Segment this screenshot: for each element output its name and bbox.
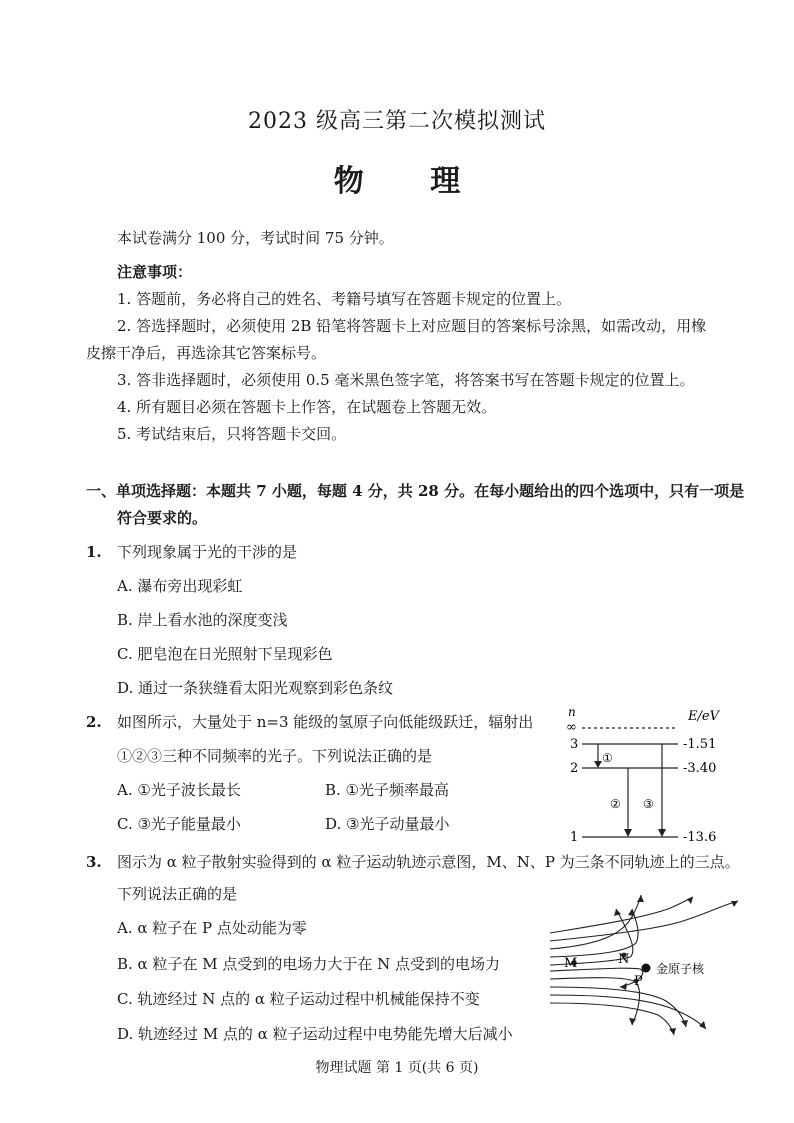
transition-arrowhead-3 xyxy=(658,829,666,837)
arrowhead xyxy=(637,895,644,902)
level-energy-label: -1.51 xyxy=(683,737,717,752)
note-item: 5. 考试结束后，只将答题卡交回。 xyxy=(117,425,347,443)
level-energy-label: -13.6 xyxy=(683,830,717,845)
question-stem-continuation: 下列说法正确的是 xyxy=(117,885,238,903)
option-a: A. 瀑布旁出现彩虹 xyxy=(117,577,243,595)
question-stem: 如图所示，大量处于 n=3 能级的氢原子向低能级跃迁，辐射出 xyxy=(117,713,534,731)
trajectory-upper-1 xyxy=(550,897,693,933)
trajectory-n xyxy=(550,909,638,957)
trajectory-upper-3 xyxy=(550,895,641,949)
energy-level-diagram xyxy=(560,700,740,850)
transition-label: ① xyxy=(602,751,613,765)
level-n-label: 2 xyxy=(570,761,579,776)
note-item: 1. 答题前，务必将自己的姓名、考籍号填写在答题卡规定的位置上。 xyxy=(117,290,572,308)
option-c: C. ③光子能量最小 xyxy=(117,815,241,833)
arrowhead xyxy=(687,897,693,904)
gold-nucleus xyxy=(642,964,651,973)
transition-label: ③ xyxy=(643,797,654,811)
point-m-label: M xyxy=(564,956,578,971)
point-p-label: P xyxy=(634,974,643,989)
subject-title: 物 理 xyxy=(333,164,489,199)
question-number: 2. xyxy=(86,713,102,731)
arrowhead xyxy=(629,1018,636,1025)
section-heading: 一、单项选择题：本题共 7 小题，每题 4 分，共 28 分。在每小题给出的四个选项中，只有一项是 xyxy=(86,482,745,500)
note-item-continuation: 皮擦干净后，再选涂其它答案标号。 xyxy=(86,344,327,362)
option-c: C. 肥皂泡在日光照射下呈现彩色 xyxy=(117,645,333,663)
option-d: D. ③光子动量最小 xyxy=(325,815,450,833)
transition-label: ② xyxy=(610,797,621,811)
option-b: B. ①光子频率最高 xyxy=(325,781,450,799)
option-b: B. α 粒子在 M 点受到的电场力大于在 N 点受到的电场力 xyxy=(117,955,501,973)
note-item: 2. 答选择题时，必须使用 2B 铅笔将答题卡上对应题目的答案标号涂黑，如需改动，用橡 xyxy=(117,317,707,335)
question-stem: 下列现象属于光的干涉的是 xyxy=(117,543,298,561)
note-item: 4. 所有题目必须在答题卡上作答，在试题卷上答题无效。 xyxy=(117,398,497,416)
trajectory-lower-3 xyxy=(550,1003,674,1035)
question-number: 1. xyxy=(86,543,102,561)
arrowhead xyxy=(731,901,738,907)
arrowhead xyxy=(699,1021,706,1029)
arrowhead xyxy=(620,983,627,990)
exam-intro: 本试卷满分 100 分，考试时间 75 分钟。 xyxy=(117,229,394,247)
level-n-label: 3 xyxy=(570,737,579,752)
question-stem-continuation: ①②③三种不同频率的光子。下列说法正确的是 xyxy=(117,747,433,765)
arrowhead xyxy=(669,1028,676,1035)
level-energy-label: -3.40 xyxy=(683,761,717,776)
infinity-label: ∞ xyxy=(566,720,577,735)
level-n-label: 1 xyxy=(570,830,579,845)
note-item: 3. 答非选择题时，必须使用 0.5 毫米黑色签字笔，将答案书写在答题卡规定的位置上。 xyxy=(117,371,695,389)
n-axis-label: n xyxy=(568,705,576,719)
alpha-scattering-diagram xyxy=(548,895,748,1045)
option-d: D. 轨迹经过 M 点的 α 粒子运动过程中电势能先增大后减小 xyxy=(117,1025,513,1043)
trajectory-upper-2 xyxy=(550,901,738,941)
section-heading-continuation: 符合要求的。 xyxy=(117,509,208,527)
arrowhead xyxy=(681,1020,688,1027)
arrowhead xyxy=(614,909,621,916)
option-b: B. 岸上看水池的深度变浅 xyxy=(117,611,288,629)
option-d: D. 通过一条狭缝看太阳光观察到彩色条纹 xyxy=(117,679,394,697)
nucleus-label: 金原子核 xyxy=(656,962,705,976)
option-c: C. 轨迹经过 N 点的 α 粒子运动过程中机械能保持不变 xyxy=(117,990,480,1008)
notes-heading: 注意事项： xyxy=(117,263,193,281)
option-a: A. ①光子波长最长 xyxy=(117,781,241,799)
exam-title: 2023 级高三第二次模拟测试 xyxy=(248,109,546,134)
point-n-label: N xyxy=(618,952,630,967)
question-number: 3. xyxy=(86,853,102,871)
energy-axis-label: E/eV xyxy=(688,709,719,724)
transition-arrowhead-1 xyxy=(594,761,602,768)
transition-arrowhead-2 xyxy=(624,829,632,837)
option-a: A. α 粒子在 P 点处动能为零 xyxy=(117,919,307,937)
page-footer: 物理试题 第 1 页(共 6 页) xyxy=(315,1060,479,1076)
question-stem: 图示为 α 粒子散射实验得到的 α 粒子运动轨迹示意图，M、N、P 为三条不同轨迹上的三点。 xyxy=(117,853,740,871)
trajectory-lower-2 xyxy=(550,995,706,1029)
